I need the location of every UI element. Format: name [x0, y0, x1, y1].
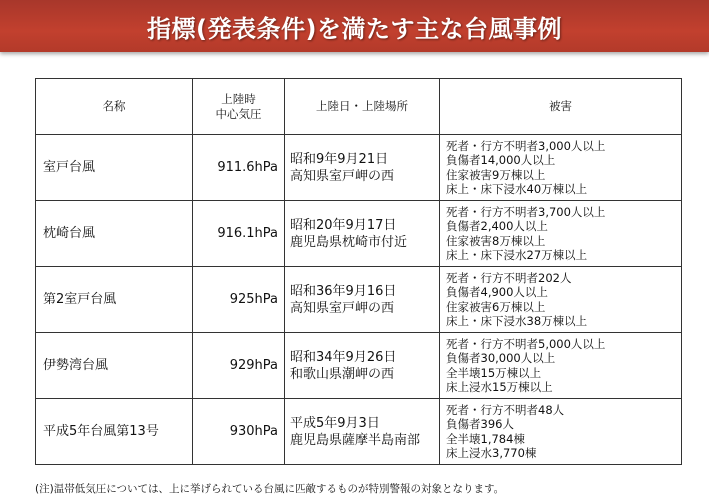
damage-line: 住家被害8万棟以上 — [446, 233, 546, 248]
landing-info — [285, 333, 440, 399]
landing-info — [285, 135, 440, 201]
landing-place: 鹿児島県枕崎市付近 — [290, 234, 408, 250]
table-row — [36, 201, 682, 267]
central-pressure: 929hPa — [193, 333, 285, 399]
damage-line: 床上・床下浸水27万棟以上 — [446, 248, 588, 262]
damage-info — [440, 399, 682, 465]
header-damage: 被害 — [440, 79, 682, 135]
damage-info — [440, 201, 682, 267]
typhoon-name: 伊勢湾台風 — [36, 333, 193, 399]
header-pressure — [193, 79, 285, 135]
landing-place: 和歌山県潮岬の西 — [290, 366, 395, 382]
damage-line: 死者・行方不明者5,000人以上 — [446, 336, 606, 351]
typhoon-table — [35, 78, 682, 465]
damage-line: 床上・床下浸水38万棟以上 — [446, 314, 588, 328]
typhoon-name: 平成5年台風第13号 — [36, 399, 193, 465]
central-pressure: 916.1hPa — [193, 201, 285, 267]
landing-info — [285, 267, 440, 333]
landing-info — [285, 399, 440, 465]
page-title: 指標(発表条件)を満たす主な台風事例 — [147, 14, 562, 43]
landing-date: 昭和20年9月17日 — [290, 217, 397, 233]
central-pressure: 925hPa — [193, 267, 285, 333]
landing-info — [285, 201, 440, 267]
typhoon-name: 枕崎台風 — [36, 201, 193, 267]
landing-date: 平成5年9月3日 — [290, 415, 380, 431]
landing-place: 高知県室戸岬の西 — [290, 300, 395, 316]
landing-date: 昭和34年9月26日 — [290, 349, 397, 365]
header-landing: 上陸日・上陸場所 — [285, 79, 440, 135]
damage-line: 死者・行方不明者202人 — [446, 270, 572, 285]
table-row — [36, 399, 682, 465]
landing-date: 昭和36年9月16日 — [290, 283, 397, 299]
header-pressure-line1: 上陸時 — [221, 91, 256, 106]
damage-line: 負傷者2,400人以上 — [446, 219, 548, 233]
header-name: 名称 — [36, 79, 193, 135]
central-pressure: 930hPa — [193, 399, 285, 465]
damage-line: 負傷者4,900人以上 — [446, 285, 548, 299]
damage-line: 全半壊15万棟以上 — [446, 365, 542, 380]
damage-line: 死者・行方不明者48人 — [446, 402, 565, 417]
typhoon-name: 室戸台風 — [36, 135, 193, 201]
damage-line: 床上・床下浸水40万棟以上 — [446, 182, 588, 196]
footnote: (注)温帯低気圧については、上に挙げられている台風に匹敵するものが特別警報の対象となります。 — [35, 483, 505, 495]
damage-line: 住家被害6万棟以上 — [446, 299, 546, 314]
damage-info — [440, 135, 682, 201]
damage-line: 全半壊1,784棟 — [446, 431, 525, 446]
table-row — [36, 267, 682, 333]
central-pressure: 911.6hPa — [193, 135, 285, 201]
damage-line: 床上浸水3,770棟 — [446, 446, 537, 460]
table-row — [36, 333, 682, 399]
damage-info — [440, 333, 682, 399]
damage-line: 住家被害9万棟以上 — [446, 167, 546, 182]
table-row — [36, 135, 682, 201]
damage-line: 死者・行方不明者3,000人以上 — [446, 138, 606, 153]
damage-line: 床上浸水15万棟以上 — [446, 380, 553, 394]
table-header-row — [36, 79, 682, 135]
header-pressure-line2: 中心気圧 — [215, 106, 262, 121]
damage-line: 負傷者396人 — [446, 417, 514, 431]
damage-info — [440, 267, 682, 333]
landing-date: 昭和9年9月21日 — [290, 151, 389, 167]
damage-line: 負傷者30,000人以上 — [446, 351, 556, 365]
landing-place: 高知県室戸岬の西 — [290, 168, 395, 184]
title-banner — [0, 0, 709, 52]
landing-place: 鹿児島県薩摩半島南部 — [290, 432, 421, 448]
typhoon-name: 第2室戸台風 — [36, 267, 193, 333]
damage-line: 負傷者14,000人以上 — [446, 153, 556, 167]
damage-line: 死者・行方不明者3,700人以上 — [446, 204, 606, 219]
